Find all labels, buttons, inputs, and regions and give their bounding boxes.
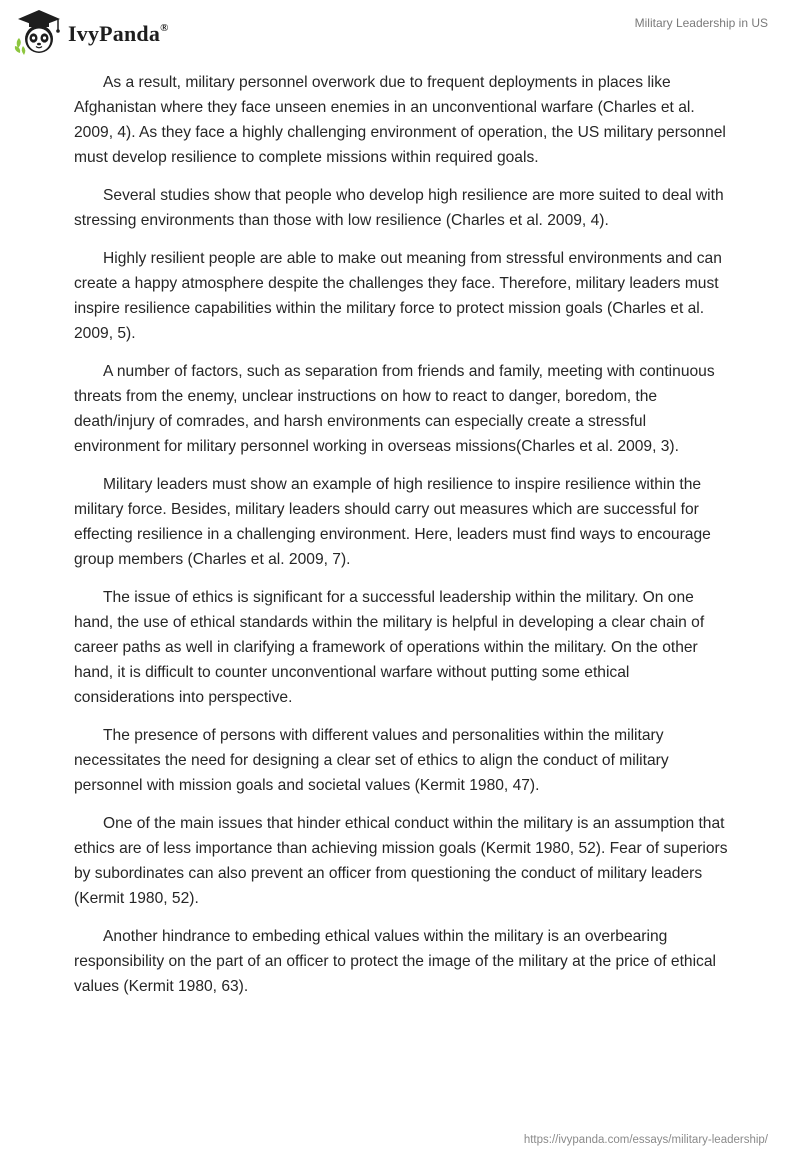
registered-mark: ® xyxy=(160,21,169,34)
paragraph: Another hindrance to embeding ethical values within the military is an overbearing responsibility on the part of an officer to protect the image of the military at the price of ethical values (Kermit 1980, 63). xyxy=(74,928,716,995)
paragraph: As a result, military personnel overwork due to frequent deployments in places like Afghanistan where they face unseen enemies in an unconventional warfare (Charles et al. 2009, 4). As they face a highly challenging environment of operation, the US military personnel must develop resilience to complete missions within required goals. xyxy=(74,74,726,166)
paragraph: The issue of ethics is significant for a successful leadership within the military. On one hand, the use of ethical standards within the military is helpful in developing a clear chain of career paths as well in clarifying a framework of operations within the military. On the other hand, it is difficult to counter unconventional warfare without putting some ethical considerations into perspective. xyxy=(74,589,705,706)
paragraph: One of the main issues that hinder ethical conduct within the military is an assumption that ethics are of less importance than achieving mission goals (Kermit 1980, 52). Fear of superiors by subordinates can also prevent an officer from questioning the conduct of military leaders (Kermit 1980, 52). xyxy=(74,815,728,907)
document-title: Military Leadership in US xyxy=(634,16,768,30)
paragraph: Military leaders must show an example of high resilience to inspire resilience within the military force. Besides, military leaders should carry out measures which are successful for effecting resilience in a challenging environment. Here, leaders must find ways to encourage group members (Charles et al. 2009, 7). xyxy=(74,476,711,568)
paragraph: Highly resilient people are able to make out meaning from stressful environments and can create a happy atmosphere despite the challenges they face. Therefore, military leaders must inspire resilience capabilities within the military force to protect mission goals (Charles et al. 2009, 5). xyxy=(74,250,722,342)
paragraph: Several studies show that people who develop high resilience are more suited to deal with stressing environments than those with low resilience (Charles et al. 2009, 4). xyxy=(74,187,724,229)
source-url-link[interactable]: https://ivypanda.com/essays/military-leadership/ xyxy=(523,1134,768,1146)
logo-wordmark: IvyPanda® xyxy=(68,21,169,46)
page-header xyxy=(0,0,800,60)
panda-graduate-icon xyxy=(14,8,64,56)
essay-body xyxy=(74,70,734,1012)
ivypanda-logo[interactable] xyxy=(14,8,169,56)
paragraph: A number of factors, such as separation from friends and family, meeting with continuous threats from the enemy, unclear instructions on how to react to danger, boredom, the death/injury of comrades, and harsh environments can especially create a stressful environment for military personnel working in overseas missions(Charles et al. 2009, 3). xyxy=(74,363,715,455)
paragraph: The presence of persons with different values and personalities within the military necessitates the need for designing a clear set of ethics to align the conduct of military personnel with mission goals and societal values (Kermit 1980, 47). xyxy=(74,727,669,794)
